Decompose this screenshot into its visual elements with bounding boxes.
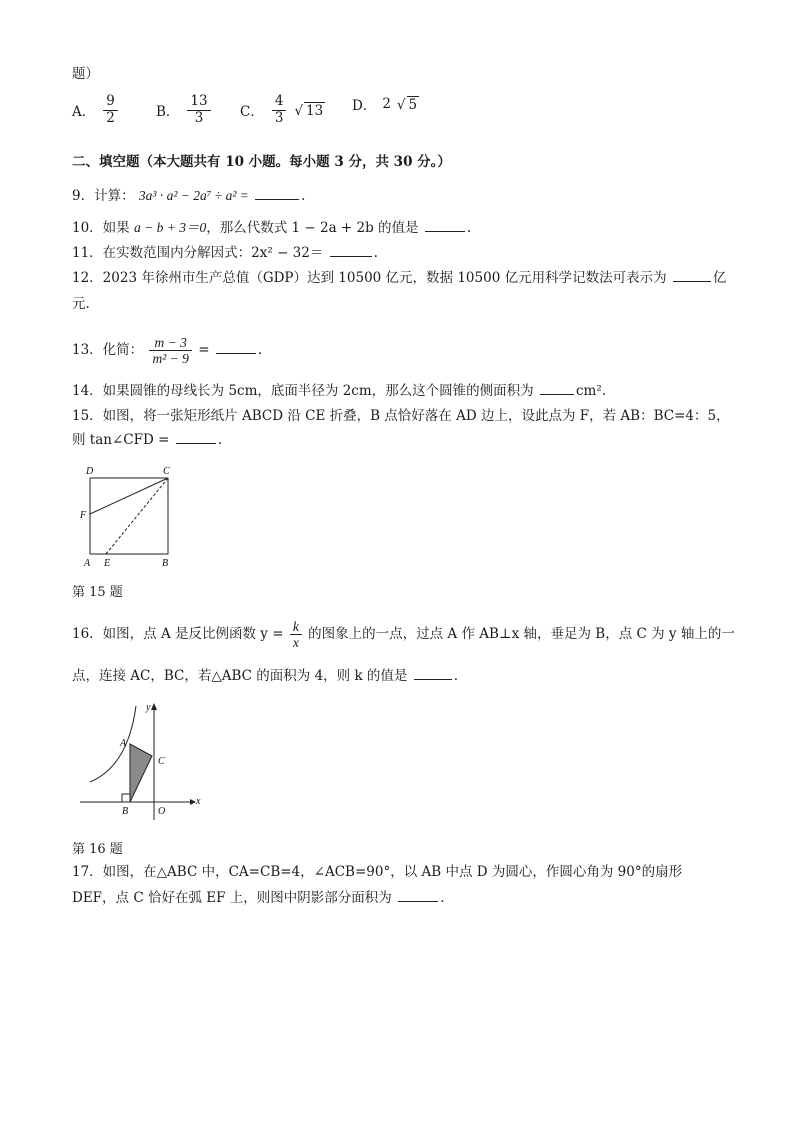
q17-end: . [440, 890, 445, 906]
q14-text: 14．如果圆锥的母线长为 5cm，底面半径为 2cm，那么这个圆锥的侧面积为 [72, 383, 534, 399]
shaded-triangle-abc [130, 744, 152, 802]
figure-16-caption: 第 16 题 [72, 842, 123, 857]
option-b-numerator: 13 [187, 94, 210, 111]
option-b-label: B． [156, 104, 180, 120]
q16-line1-a: 16．如图，点 A 是反比例函数 y = [72, 626, 284, 642]
q13-answer-blank[interactable] [216, 340, 256, 354]
q10-end: . [466, 220, 472, 236]
q11-end: . [373, 245, 378, 261]
option-c-numerator: 4 [272, 94, 287, 111]
q10-answer-blank[interactable] [425, 218, 465, 232]
q9-prefix: 9．计算： [72, 188, 135, 204]
q16-answer-blank[interactable] [414, 666, 452, 680]
option-c-denominator: 3 [274, 109, 284, 126]
q16-fraction [290, 619, 302, 651]
q16-line2: 点，连接 AC，BC，若△ABC 的面积为 4，则 k 的值是 [72, 668, 408, 684]
hyperbola-curve [90, 706, 136, 782]
question-12-line-1 [72, 268, 726, 288]
rectangle-abcd [90, 478, 168, 554]
y-axis-arrow [151, 703, 157, 710]
q12-line1: 12．2023 年徐州市生产总值（GDP）达到 10500 亿元，数据 10500 亿元用科学记数法可表示为 [72, 270, 667, 286]
q14-unit: cm². [575, 383, 607, 399]
previous-question-fragment: 题） [72, 66, 99, 82]
label-a: A [84, 558, 91, 569]
label-c: C [163, 466, 170, 477]
q13-denominator: m² − 9 [152, 351, 189, 366]
figure-15-diagram [78, 462, 178, 572]
option-b[interactable] [156, 94, 213, 126]
label-b: B [122, 806, 129, 817]
label-o: O [158, 806, 166, 817]
option-a-numerator: 9 [103, 94, 118, 111]
label-d: D [86, 466, 94, 477]
question-16-line-1 [72, 616, 735, 652]
label-y: y [146, 702, 151, 713]
option-d-coef: 2 [382, 96, 391, 112]
option-b-fraction [187, 94, 210, 126]
question-13 [72, 332, 262, 368]
question-9 [72, 186, 305, 206]
q16-denominator: x [292, 635, 299, 650]
label-b: B [162, 558, 169, 569]
option-c[interactable] [240, 94, 325, 126]
section-heading: 二、填空题（本大题共有 10 小题。每小题 3 分，共 30 分。） [72, 154, 451, 170]
question-15-line-1: 15．如图，将一张矩形纸片 ABCD 沿 CE 折叠，B 点恰好落在 AD 边上，设此点为 F，若 AB：BC=4：5， [72, 408, 730, 424]
q9-answer-blank[interactable] [255, 186, 299, 200]
option-b-denominator: 3 [194, 109, 204, 126]
option-a-fraction [103, 94, 118, 126]
q17-line2: DEF，点 C 恰好在弧 EF 上，则图中阴影部分面积为 [72, 890, 392, 906]
q10-text-a: 10．如果 [72, 220, 134, 236]
option-a-denominator: 2 [106, 109, 115, 126]
question-17-line-2 [72, 888, 444, 908]
right-angle-mark [122, 794, 130, 802]
option-a[interactable] [72, 94, 120, 126]
q13-end: . [257, 342, 263, 358]
q10-expression: a − b + 3＝0 [133, 220, 207, 235]
question-16-line-2 [72, 666, 458, 686]
q13-equals: = [198, 342, 210, 358]
q10-text-b: ，那么代数式 1 − 2a + 2b 的值是 [206, 220, 419, 236]
figure-16-diagram [78, 698, 202, 824]
q16-line1-b: 的图象上的一点，过点 A 作 AB⊥x 轴，垂足为 B，点 C 为 y 轴上的一 [308, 626, 735, 642]
option-c-sqrt: √ 13 [294, 102, 324, 119]
label-x: x [196, 796, 201, 807]
q12-answer-blank[interactable] [673, 268, 711, 282]
q12-line1-tail: 亿 [712, 270, 727, 286]
q14-answer-blank[interactable] [540, 381, 574, 395]
question-14 [72, 381, 606, 401]
q13-fraction [149, 335, 191, 367]
option-c-label: C． [240, 104, 264, 120]
question-11 [72, 243, 378, 263]
label-f: F [80, 510, 87, 521]
q15-end: . [217, 432, 222, 448]
segment-ce-dashed [106, 478, 168, 554]
option-a-label: A． [72, 104, 96, 120]
label-e: E [104, 558, 111, 569]
question-17-line-1: 17．如图，在△ABC 中，CA=CB=4，∠ACB=90°，以 AB 中点 D 为圆心，作圆心角为 90°的扇形 [72, 864, 683, 880]
option-c-fraction [272, 94, 287, 126]
q15-answer-blank[interactable] [176, 430, 216, 444]
option-d-sqrt: √ 5 [396, 96, 418, 113]
question-15-line-2 [72, 430, 222, 450]
q13-numerator: m − 3 [149, 335, 191, 352]
q9-end: . [301, 188, 306, 204]
q9-expression: 3a³ · a² − 2a⁷ ÷ a² = [138, 188, 249, 203]
segment-fc [90, 478, 168, 514]
option-d-label: D． [352, 98, 377, 114]
question-12-line-2: 元. [72, 296, 90, 312]
option-d[interactable] [352, 94, 419, 114]
q16-end: . [453, 668, 459, 684]
q17-answer-blank[interactable] [398, 888, 438, 902]
question-10 [72, 218, 471, 238]
q16-numerator: k [290, 619, 302, 636]
q15-line2-prefix: 则 tan∠CFD = [72, 432, 170, 448]
q13-prefix: 13．化简： [72, 342, 144, 358]
label-c: C [158, 756, 165, 767]
figure-15-caption: 第 15 题 [72, 585, 123, 600]
q11-text: 11．在实数范围内分解因式：2x² − 32＝ [72, 245, 324, 261]
label-a: A [120, 738, 127, 749]
q11-answer-blank[interactable] [330, 243, 372, 257]
